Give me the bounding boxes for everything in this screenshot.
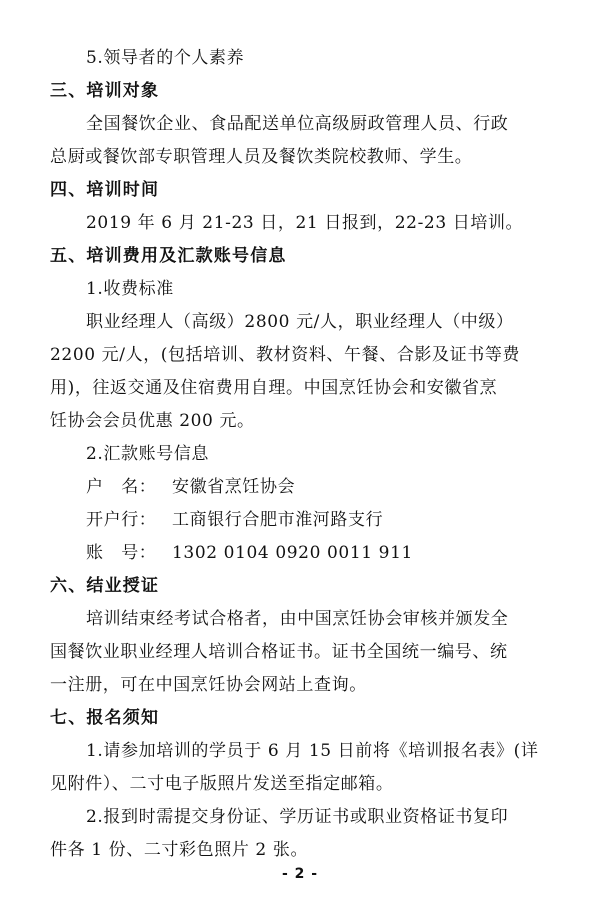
- account-bank-row: [86, 504, 556, 537]
- section-heading-registration: 七、报名须知: [50, 708, 160, 728]
- document-body: [50, 42, 556, 867]
- account-name-label: 户 名：: [86, 477, 157, 497]
- paragraph-certification-line-2: 国餐饮业职业经理人培训合格证书。证书全国统一编号、统: [50, 642, 508, 662]
- section-heading-trainees: 三、培训对象: [50, 81, 160, 101]
- paragraph-certification-line-3: 一注册，可在中国烹饪协会网站上查询。: [50, 675, 367, 695]
- section-heading-training-time: 四、培训时间: [50, 180, 160, 200]
- subheading-fee-standard: 1.收费标准: [86, 279, 174, 299]
- paragraph-certification-line-1: 培训结束经考试合格者，由中国烹饪协会审核并颁发全: [86, 609, 509, 629]
- paragraph-trainees-line-1: 全国餐饮企业、食品配送单位高级厨政管理人员、行政: [86, 114, 509, 134]
- account-name-value: 安徽省烹饪协会: [172, 477, 296, 497]
- account-number-value: 1302 0104 0920 0011 911: [172, 543, 413, 563]
- paragraph-registration-1-line-2: 见附件）、二寸电子版照片发送至指定邮箱。: [50, 774, 394, 794]
- paragraph-fees-line-2: 2200 元/人，(包括培训、教材资料、午餐、合影及证书等费: [50, 345, 521, 365]
- account-name-row: [86, 471, 556, 504]
- subheading-account-info: 2.汇款账号信息: [86, 444, 210, 464]
- paragraph-fees-line-3: 用)，往返交通及住宿费用自理。中国烹饪协会和安徽省烹: [50, 378, 498, 398]
- paragraph-fees-line-1: 职业经理人（高级）2800 元/人，职业经理人（中级）: [86, 312, 514, 332]
- paragraph-registration-2-line-1: 2.报到时需提交身份证、学历证书或职业资格证书复印: [86, 807, 509, 827]
- section-heading-certification: 六、结业授证: [50, 576, 160, 596]
- account-number-row: [86, 537, 556, 570]
- account-bank-value: 工商银行合肥市淮河路支行: [172, 510, 384, 530]
- account-number-label: 账 号：: [86, 543, 157, 563]
- paragraph-trainees-line-2: 总厨或餐饮部专职管理人员及餐饮类院校教师、学生。: [50, 147, 473, 167]
- paragraph-training-time: 2019 年 6 月 21-23 日，21 日报到，22-23 日培训。: [86, 213, 524, 233]
- item-leader-quality: 5.领导者的个人素养: [86, 48, 245, 68]
- paragraph-registration-2-line-2: 件各 1 份、二寸彩色照片 2 张。: [50, 840, 309, 860]
- account-bank-label: 开户行：: [86, 510, 157, 530]
- page-number: - 2 -: [281, 866, 319, 882]
- paragraph-registration-1-line-1: 1.请参加培训的学员于 6 月 15 日前将《培训报名表》(详: [86, 741, 539, 761]
- paragraph-fees-line-4: 饪协会会员优惠 200 元。: [50, 411, 255, 431]
- section-heading-fees-account: 五、培训费用及汇款账号信息: [50, 246, 287, 266]
